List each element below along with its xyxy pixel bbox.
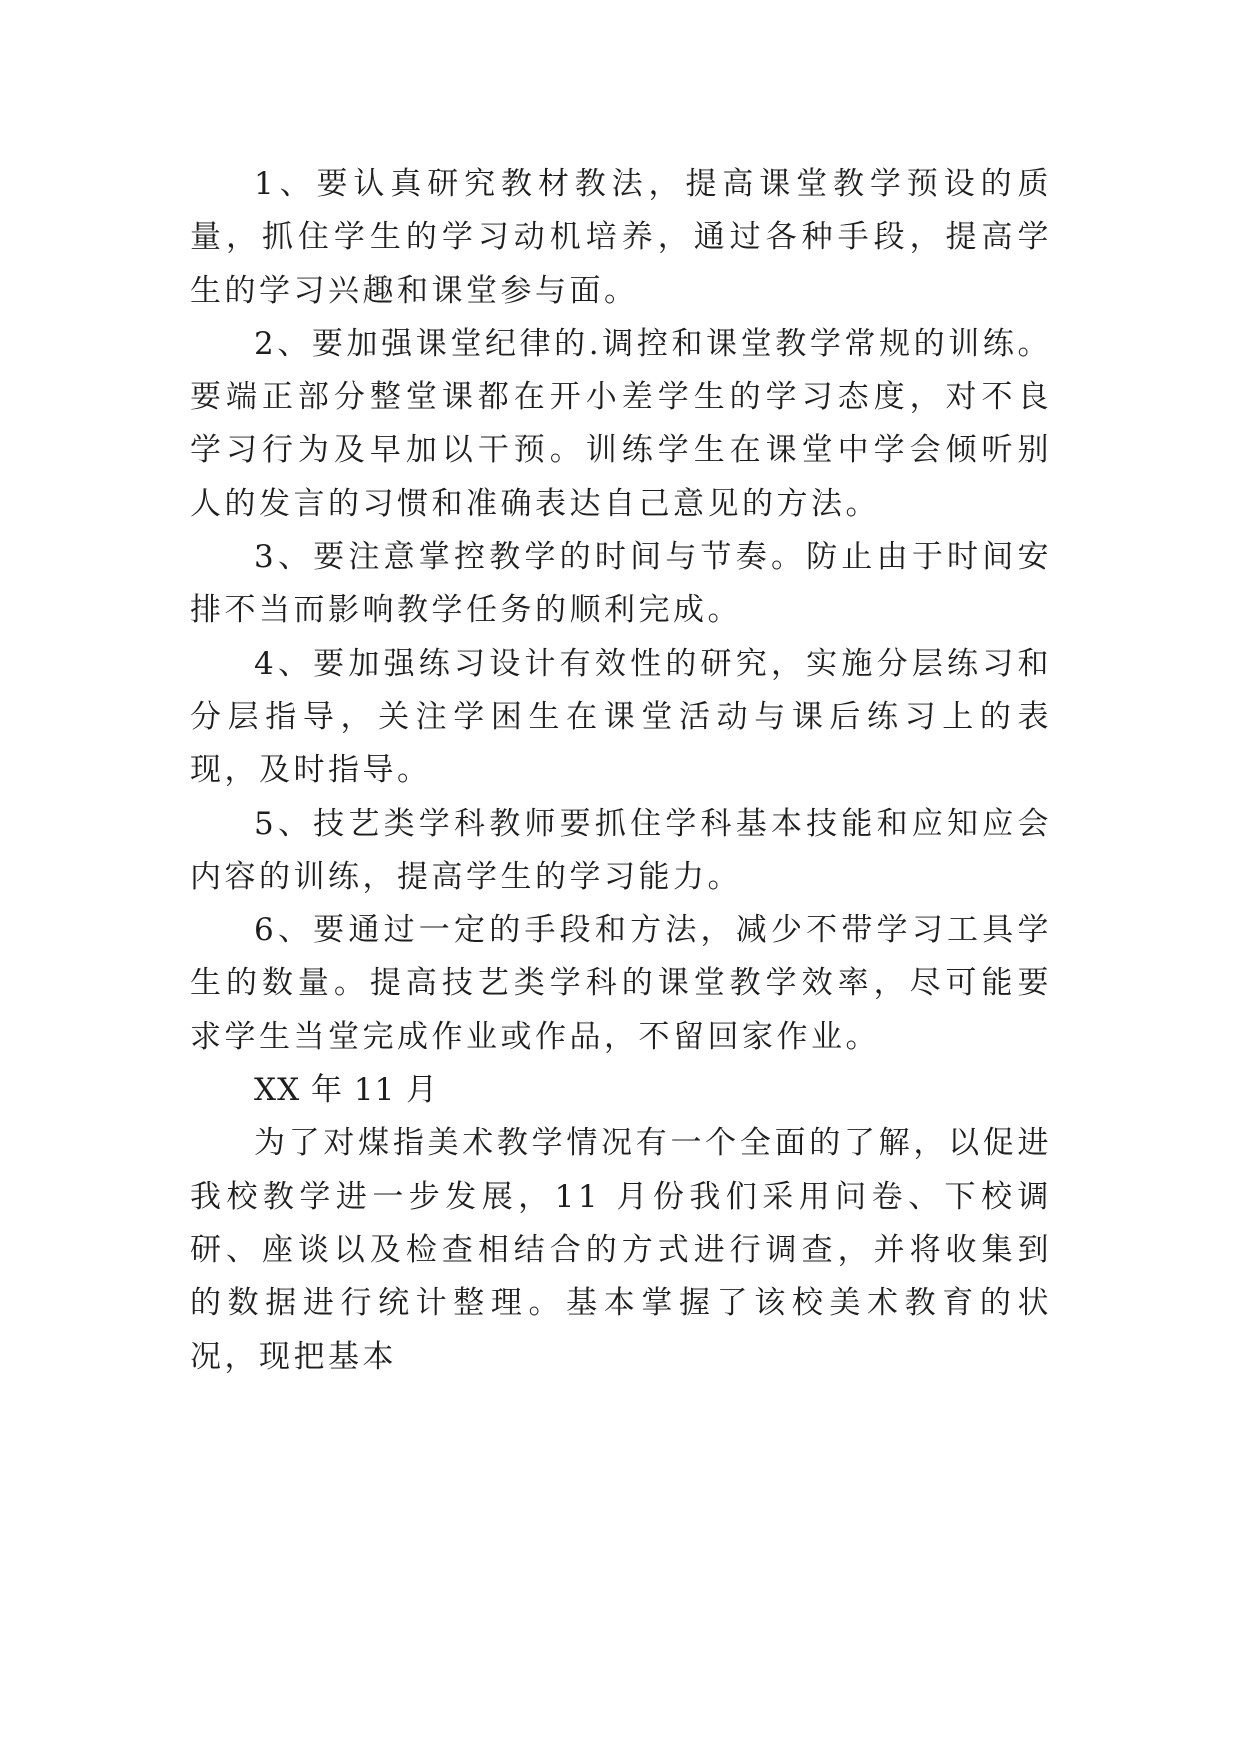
paragraph-item-4: 4、要加强练习设计有效性的研究，实施分层练习和分层指导，关注学困生在课堂活动与课后练习上的表现，及时指导。 [190, 645, 1052, 789]
document-body [190, 158, 1052, 1384]
paragraph-item-5: 5、技艺类学科教师要抓住学科基本技能和应知应会内容的训练，提高学生的学习能力。 [190, 805, 1052, 895]
paragraph-item-6: 6、要通过一定的手段和方法，减少不带学习工具学生的数量。提高技艺类学科的课堂教学效率，尽可能要求学生当堂完成作业或作品，不留回家作业。 [190, 912, 1052, 1055]
paragraph-item-1: 1、要认真研究教材教法，提高课堂教学预设的质量，抓住学生的学习动机培养，通过各种手段，提高学生的学习兴趣和课堂参与面。 [190, 166, 1052, 309]
date-line: XX 年 11 月 [254, 1072, 439, 1109]
paragraph-item-2: 2、要加强课堂纪律的.调控和课堂教学常规的训练。要端正部分整堂课都在开小差学生的学习态度，对不良学习行为及早加以干预。训练学生在课堂中学会倾听别人的发言的习惯和准确表达自己意见的方法。 [190, 325, 1052, 522]
paragraph-item-3: 3、要注意掌控教学的时间与节奏。防止由于时间安排不当而影响教学任务的顺利完成。 [190, 539, 1052, 629]
closing-paragraph: 为了对煤指美术教学情况有一个全面的了解，以促进我校教学进一步发展，11 月份我们采用问卷、下校调研、座谈以及检查相结合的方式进行调查，并将收集到的数据进行统计整理。基本掌握了该校美术教育的状况，现把基本 [190, 1125, 1052, 1375]
